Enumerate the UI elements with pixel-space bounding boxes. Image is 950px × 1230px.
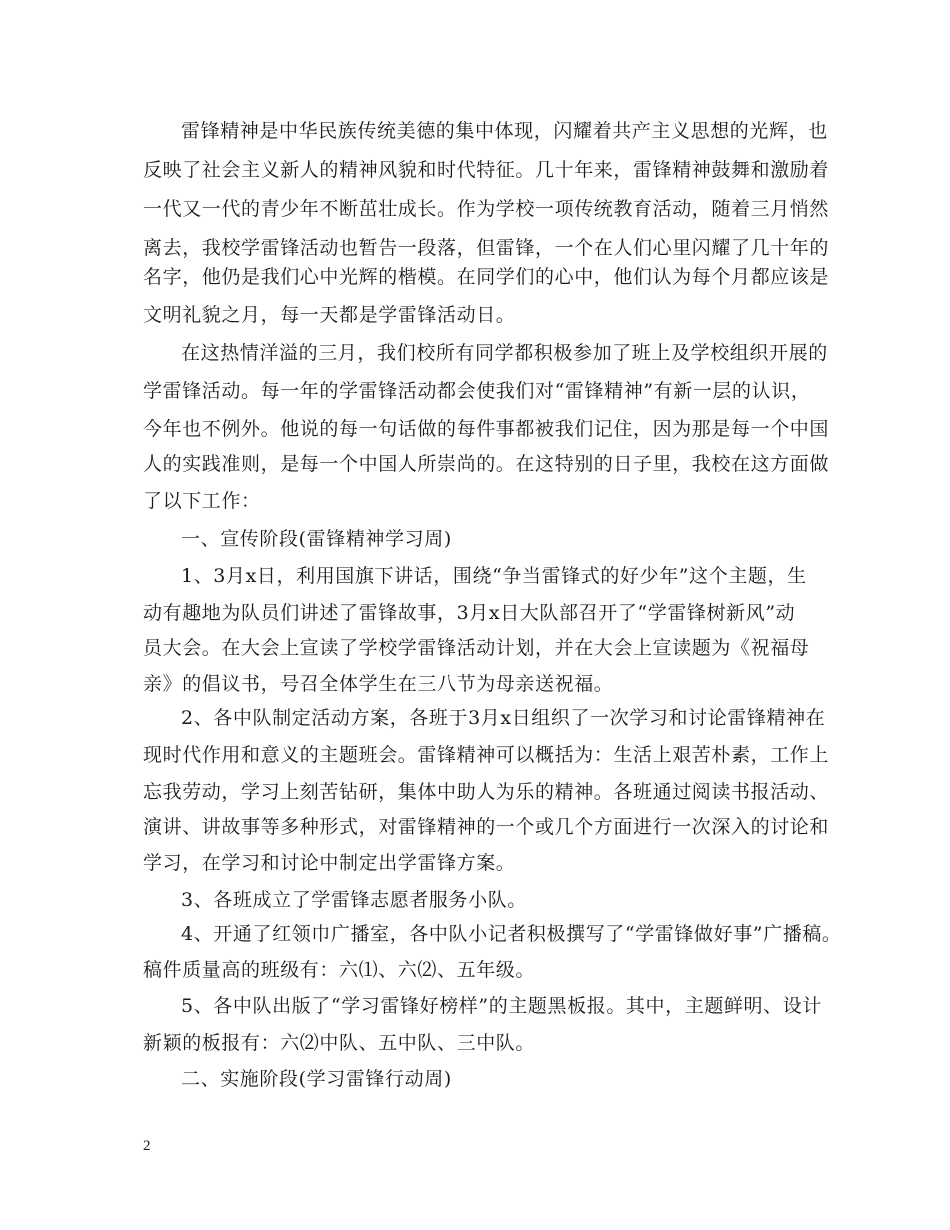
paragraph-line: 现时代作用和意义的主题班会。雷锋精神可以概括为：生活上艰苦朴素，工作上 [143,744,830,766]
paragraph-line: 1、3月x日，利用国旗下讲话，围绕“争当雷锋式的好少年”这个主题，生 [181,565,807,587]
paragraph-line: 一代又一代的青少年不断茁壮成长。作为学校一项传统教育活动，随着三月悄然 [143,198,830,220]
paragraph-line: 演讲、讲故事等多种形式，对雷锋精神的一个或几个方面进行一次深入的讨论和 [143,816,830,838]
paragraph-line: 动有趣地为队员们讲述了雷锋故事，3月x日大队部召开了“学雷锋树新风”动 [143,602,796,624]
paragraph-line: 了以下工作： [143,490,261,512]
paragraph-line: 名字，他仍是我们心中光辉的楷模。在同学们的心中，他们认为每个月都应该是 [143,266,830,288]
paragraph-line: 人的实践准则，是每一个中国人所崇尚的。在这特别的日子里，我校在这方面做 [143,453,830,475]
paragraph-line: 4、开通了红领巾广播室，各中队小记者积极撰写了“学雷锋做好事”广播稿。 [181,923,842,945]
paragraph-line: 反映了社会主义新人的精神风貌和时代特征。几十年来，雷锋精神鼓舞和激励着 [143,159,830,181]
paragraph-line: 离去，我校学雷锋活动也暂告一段落，但雷锋，一个在人们心里闪耀了几十年的 [143,237,830,259]
paragraph-line: 今年也不例外。他说的每一句话做的每件事都被我们记住，因为那是每一个中国 [143,418,830,440]
paragraph-line: 学雷锋活动。每一年的学雷锋活动都会使我们对“雷锋精神”有新一层的认识， [143,380,811,402]
paragraph-line: 雷锋精神是中华民族传统美德的集中体现，闪耀着共产主义思想的光辉，也 [181,120,828,142]
section-heading: 一、宣传阶段(雷锋精神学习周) [181,528,452,550]
paragraph-line: 亲》的倡议书，号召全体学生在三八节为母亲送祝福。 [143,673,614,695]
paragraph-line: 忘我劳动，学习上刻苦钻研，集体中助人为乐的精神。各班通过阅读书报活动、 [143,781,830,803]
paragraph-line: 在这热情洋溢的三月，我们校所有同学都积极参加了班上及学校组织开展的 [181,342,828,364]
paragraph-line: 稿件质量高的班级有：六⑴、六⑵、五年级。 [143,959,536,981]
paragraph-line: 2、各中队制定活动方案，各班于3月x日组织了一次学习和讨论雷锋精神在 [181,707,826,729]
paragraph-line: 学习，在学习和讨论中制定出学雷锋方案。 [143,852,516,874]
page-number: 2 [143,1138,151,1154]
section-heading: 二、实施阶段(学习雷锋行动周) [181,1068,452,1090]
paragraph-line: 3、各班成立了学雷锋志愿者服务小队。 [181,889,527,911]
paragraph-line: 5、各中队出版了“学习雷锋好榜样”的主题黑板报。其中，主题鲜明、设计 [181,995,822,1017]
paragraph-line: 员大会。在大会上宣读了学校学雷锋活动计划，并在大会上宣读题为《祝福母 [143,637,810,659]
paragraph-line: 新颖的板报有：六⑵中队、五中队、三中队。 [143,1032,536,1054]
paragraph-line: 文明礼貌之月，每一天都是学雷锋活动日。 [143,304,516,326]
